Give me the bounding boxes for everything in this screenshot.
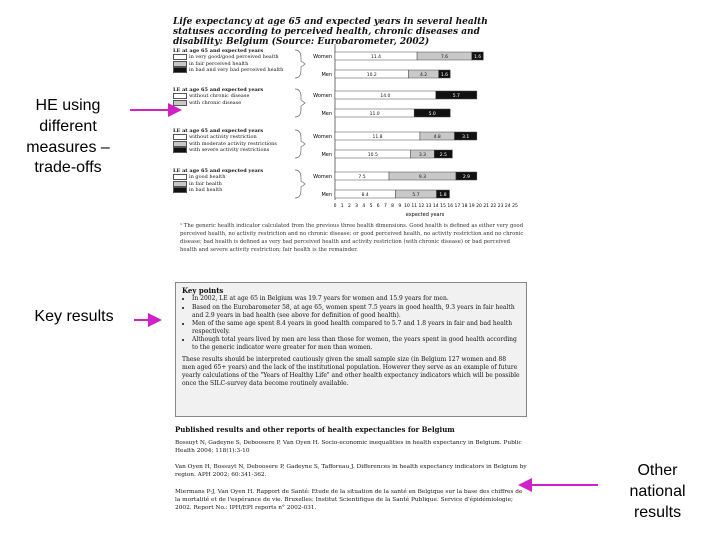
x-tick-label: 5 <box>369 204 373 209</box>
key-points-title: Key points <box>182 286 224 295</box>
key-points-list <box>182 295 520 352</box>
figure-title: Life expectancy at age 65 and expected years in several health statuses according to perceived health, chronic diseases and disability: Belgium (Source: Eurobarometer, 2002) <box>173 17 488 48</box>
bar-value-label: 8.4 <box>361 192 369 198</box>
legend-title: LE at age 65 and expected years <box>173 168 264 174</box>
he-annotation: HE using different measures – trade-offs <box>26 97 110 177</box>
reference-item: Miermans P-J, Van Oyen H. Rapport de Santé: Etude de la situation de la santé en Belgique sur la base des chiffres de la mortalité et de l'espérance de vie. Bruxelles: Institut Scientifique de la Santé Publique. Service d'épidémiologie; 2002. Report No.: IPH/EPI reports n° 2002-031. <box>175 489 523 511</box>
legend-label: in bad health <box>189 186 223 193</box>
x-tick-label: 9 <box>398 204 402 209</box>
key-point: • Although total years lived by men are less than those for women, the years spent in good health according to the generic indicator were greater for men than women. <box>192 336 520 352</box>
chart-area <box>173 40 528 220</box>
x-tick-label: 2 <box>347 204 351 209</box>
bar-value-label: 3.3 <box>418 152 427 158</box>
other-results-annotation: Other national results <box>629 462 686 521</box>
legend-label: in fair perceived health <box>189 60 249 67</box>
x-tick-label: 13 <box>425 204 432 209</box>
figure-footnote: ¹ The generic health indicator calculated from the previous three health dimensions. Good health is defined as either very good perceived health, no activity restriction and no chronic disease; or good perceived health, no activity restriction and no chronic disease; bad health is defined as very bad perceived health and activity restriction (with chronic disease) or bad perceived health and severe activity restriction; fair health is the remainder. <box>180 223 524 253</box>
bar-value-label: 1.6 <box>473 54 482 60</box>
bar-value-label: 9.3 <box>418 174 427 180</box>
legend-title: LE at age 65 and expected years <box>173 48 264 54</box>
x-tick-label: 0 <box>333 204 337 209</box>
bar-value-label: 10.2 <box>366 72 377 78</box>
legend-label: in fair health <box>189 180 222 187</box>
legend-label: in very good/good perceived health <box>189 54 279 61</box>
bar-value-label: 11.8 <box>372 134 383 140</box>
bar-category-label: Men <box>321 192 332 198</box>
legend-label: in good health <box>189 174 226 181</box>
key-point: • Men of the same age spent 8.4 years in good health compared to 5.7 and 1.8 years in fair and bad health respectively. <box>192 320 520 336</box>
bar-value-label: 5.7 <box>452 93 460 99</box>
bar-value-label: 14.0 <box>380 93 391 99</box>
bar-category-label: Men <box>321 152 332 158</box>
x-tick-label: 8 <box>391 204 395 209</box>
reference-item: Van Oyen H, Bossuyt N, Deboosere P, Gadeyne S, Tafforeau J. Differences in health expectancy indicators in Belgium by region. APH 2002; 60:341-362. <box>175 464 527 478</box>
bar-category-label: Women <box>313 134 332 140</box>
x-tick-label: 15 <box>440 204 446 209</box>
bar-value-label: 5.0 <box>428 111 436 117</box>
legend-title: LE at age 65 and expected years <box>173 128 264 134</box>
bar-category-label: Women <box>313 93 332 99</box>
x-tick-label: 4 <box>362 204 366 209</box>
key-points-paragraph: These results should be interpreted cautiously given the small sample size (in Belgium 127 women and 88 men aged 65+ years) and the lack of the institutional population. However they serve as an example of future yearly calculations of the "Years of Healthy Life" and other health expectancy indicators which will be possible once the SILC-survey data become routinely available. <box>182 356 520 388</box>
bar-category-label: Women <box>313 174 332 180</box>
x-axis-label: expected years <box>405 212 445 218</box>
bar-value-label: 7.5 <box>358 174 366 180</box>
x-tick-label: 18 <box>461 204 468 209</box>
x-tick-label: 16 <box>447 204 454 209</box>
bar-value-label: 11.4 <box>371 54 382 60</box>
key-results-annotation: Key results <box>34 308 114 325</box>
x-tick-label: 17 <box>454 204 461 209</box>
x-tick-label: 12 <box>418 204 425 209</box>
x-tick-label: 1 <box>340 204 344 209</box>
x-tick-label: 14 <box>432 204 439 209</box>
x-tick-label: 23 <box>497 204 504 209</box>
bar-value-label: 5.7 <box>412 192 420 198</box>
legend-bracket <box>295 170 305 198</box>
published-title: Published results and other reports of health expectancies for Belgium <box>175 425 455 434</box>
x-tick-label: 19 <box>468 204 475 209</box>
legend-label: without chronic disease <box>189 93 250 100</box>
x-tick-label: 10 <box>404 204 410 209</box>
reference-item: Bossuyt N, Gadeyne S, Deboosere P, Van Oyen H. Socio-economic inequalities in health expectancy in Belgium. Public Health 2004; 118(1):3-10 <box>175 440 522 454</box>
x-tick-label: 3 <box>355 204 359 209</box>
bar-value-label: 1.8 <box>439 192 447 198</box>
bar-value-label: 10.5 <box>367 152 378 158</box>
bar-value-label: 11.0 <box>369 111 380 117</box>
bar-value-label: 4.8 <box>433 134 441 140</box>
key-points-box <box>175 282 527 417</box>
x-tick-label: 6 <box>376 204 380 209</box>
bar-value-label: 7.6 <box>440 54 449 60</box>
bar-value-label: 2.5 <box>439 152 447 158</box>
legend-label: with chronic disease <box>189 99 242 106</box>
x-tick-label: 7 <box>383 204 387 209</box>
legend-bracket <box>295 89 305 117</box>
bar-value-label: 4.2 <box>419 72 428 78</box>
x-tick-label: 25 <box>512 204 518 209</box>
legend-bracket <box>295 50 305 78</box>
legend-label: without activity restriction <box>189 134 257 141</box>
bar-category-label: Men <box>321 111 332 117</box>
bar-value-label: 3.1 <box>462 134 470 140</box>
legend-label: in bad and very bad perceived health <box>189 66 284 73</box>
x-tick-label: 24 <box>504 204 511 209</box>
bar-category-label: Men <box>321 72 332 78</box>
legend-label: with moderate activity restrictions <box>189 140 277 147</box>
bar-value-label: 1.6 <box>440 72 449 78</box>
stacked-bar-chart <box>173 40 528 220</box>
key-point: • In 2002, LE at age 65 in Belgium was 19.7 years for women and 15.9 years for men. <box>192 295 520 303</box>
bar-category-label: Women <box>313 54 332 60</box>
legend-label: with severe activity restrictions <box>189 146 270 153</box>
x-tick-label: 11 <box>411 204 418 209</box>
legend-title: LE at age 65 and expected years <box>173 87 264 93</box>
x-tick-label: 21 <box>483 204 490 209</box>
key-point: • Based on the Eurobarometer 58, at age 65, women spent 7.5 years in good health, 9.3 years in fair health and 2.9 years in bad health (see above for definition of good health). <box>192 304 520 320</box>
legend-bracket <box>295 130 305 158</box>
x-tick-label: 22 <box>490 204 497 209</box>
bar-value-label: 2.9 <box>462 174 470 180</box>
x-tick-label: 20 <box>476 204 482 209</box>
